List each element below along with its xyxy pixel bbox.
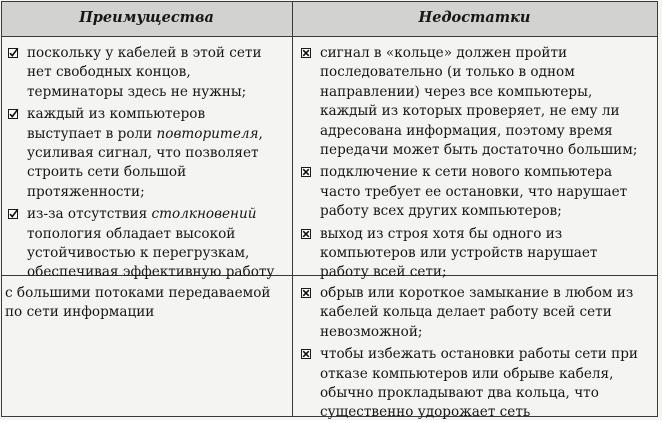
item-line <box>27 105 289 124</box>
advantages-list <box>5 44 289 283</box>
line-text: усиливая сигнал, что позволяет <box>27 145 259 162</box>
line-text: , <box>258 125 263 142</box>
cross-box-icon <box>301 167 311 177</box>
cross-box-icon <box>301 229 311 239</box>
cross-box-icon <box>301 48 311 58</box>
item-line: компьютеров или устройств нарушает <box>320 245 598 262</box>
advantages-continued <box>5 284 289 323</box>
item-line <box>27 244 289 263</box>
item-line: невозможной; <box>320 323 423 340</box>
disadvantages-list-bottom <box>298 284 656 423</box>
check-box-icon <box>8 109 18 119</box>
item-line: работу всей сети; <box>320 264 447 281</box>
disadvantage-item <box>298 225 656 283</box>
advantage-item <box>5 205 289 283</box>
advantage-continuation-line: по сети информации <box>5 304 155 321</box>
item-line: чтобы избежать остановки работы сети при <box>320 346 638 363</box>
item-line <box>27 225 289 244</box>
check-box-icon <box>8 209 18 219</box>
item-line: работу всех других компьютеров; <box>320 203 562 220</box>
item-line: отказе компьютеров или обрыве кабеля, <box>320 365 614 382</box>
line-text: топология обладает высокой <box>27 225 236 242</box>
item-line: адресована информация, поэтому время <box>320 122 613 139</box>
check-box-icon <box>8 48 18 58</box>
column-divider <box>292 1 293 416</box>
disadvantage-item <box>298 163 656 221</box>
item-line: сигнал в «кольце» должен пройти <box>320 45 568 61</box>
item-line <box>27 183 289 202</box>
advantage-item <box>5 105 289 202</box>
advantage-item <box>5 44 289 102</box>
item-line: поскольку у кабелей в этой сети <box>27 45 262 61</box>
item-line: существенно удорожает сеть <box>320 404 531 421</box>
line-text: строить сети большой <box>27 164 187 181</box>
item-line: передачи может быть достаточно большим; <box>320 142 638 159</box>
item-line: подключение к сети нового компьютера <box>320 164 613 181</box>
item-line <box>27 205 289 224</box>
advantages-header: Преимущества <box>79 9 214 26</box>
item-line: каждый из которых проверяет, не ему ли <box>320 103 620 120</box>
line-text: выступает в роли <box>27 125 157 142</box>
italic-term: столкновений <box>151 206 257 223</box>
item-line: часто требует ее остановки, что нарушает <box>320 183 628 200</box>
item-line: выход из строя хотя бы одного из <box>320 225 563 242</box>
item-line: терминаторы здесь не нужны; <box>27 83 247 100</box>
item-line: обрыв или короткое замыкание в любом из <box>320 285 634 301</box>
advantage-continuation-line: с большими потоками передаваемой <box>5 285 271 301</box>
disadvantages-header: Недостатки <box>418 9 531 26</box>
italic-term: повторителя <box>156 125 259 142</box>
item-line <box>27 163 289 182</box>
disadvantages-list-top <box>298 44 656 283</box>
line-text: устойчивостью к перегрузкам, <box>27 245 250 262</box>
disadvantage-item <box>298 284 656 342</box>
disadvantage-item <box>298 345 656 423</box>
disadvantage-item <box>298 44 656 160</box>
item-line <box>27 144 289 163</box>
cross-box-icon <box>301 349 311 359</box>
item-line: обычно прокладывают два кольца, что <box>320 385 599 402</box>
item-line: направлении) через все компьютеры, <box>320 83 593 100</box>
item-line: последовательно (и только в одном <box>320 64 575 81</box>
line-text: протяженности; <box>27 183 145 200</box>
cross-box-icon <box>301 288 311 298</box>
item-line: кабелей кольца делает работу всей сети <box>320 304 612 321</box>
item-line: нет свободных концов, <box>27 64 191 81</box>
line-text: из-за отсутствия <box>27 206 152 223</box>
line-text: каждый из компьютеров <box>27 106 206 123</box>
line-text: обеспечивая эффективную работу <box>27 264 275 281</box>
item-line <box>27 263 289 282</box>
item-line <box>27 125 289 144</box>
